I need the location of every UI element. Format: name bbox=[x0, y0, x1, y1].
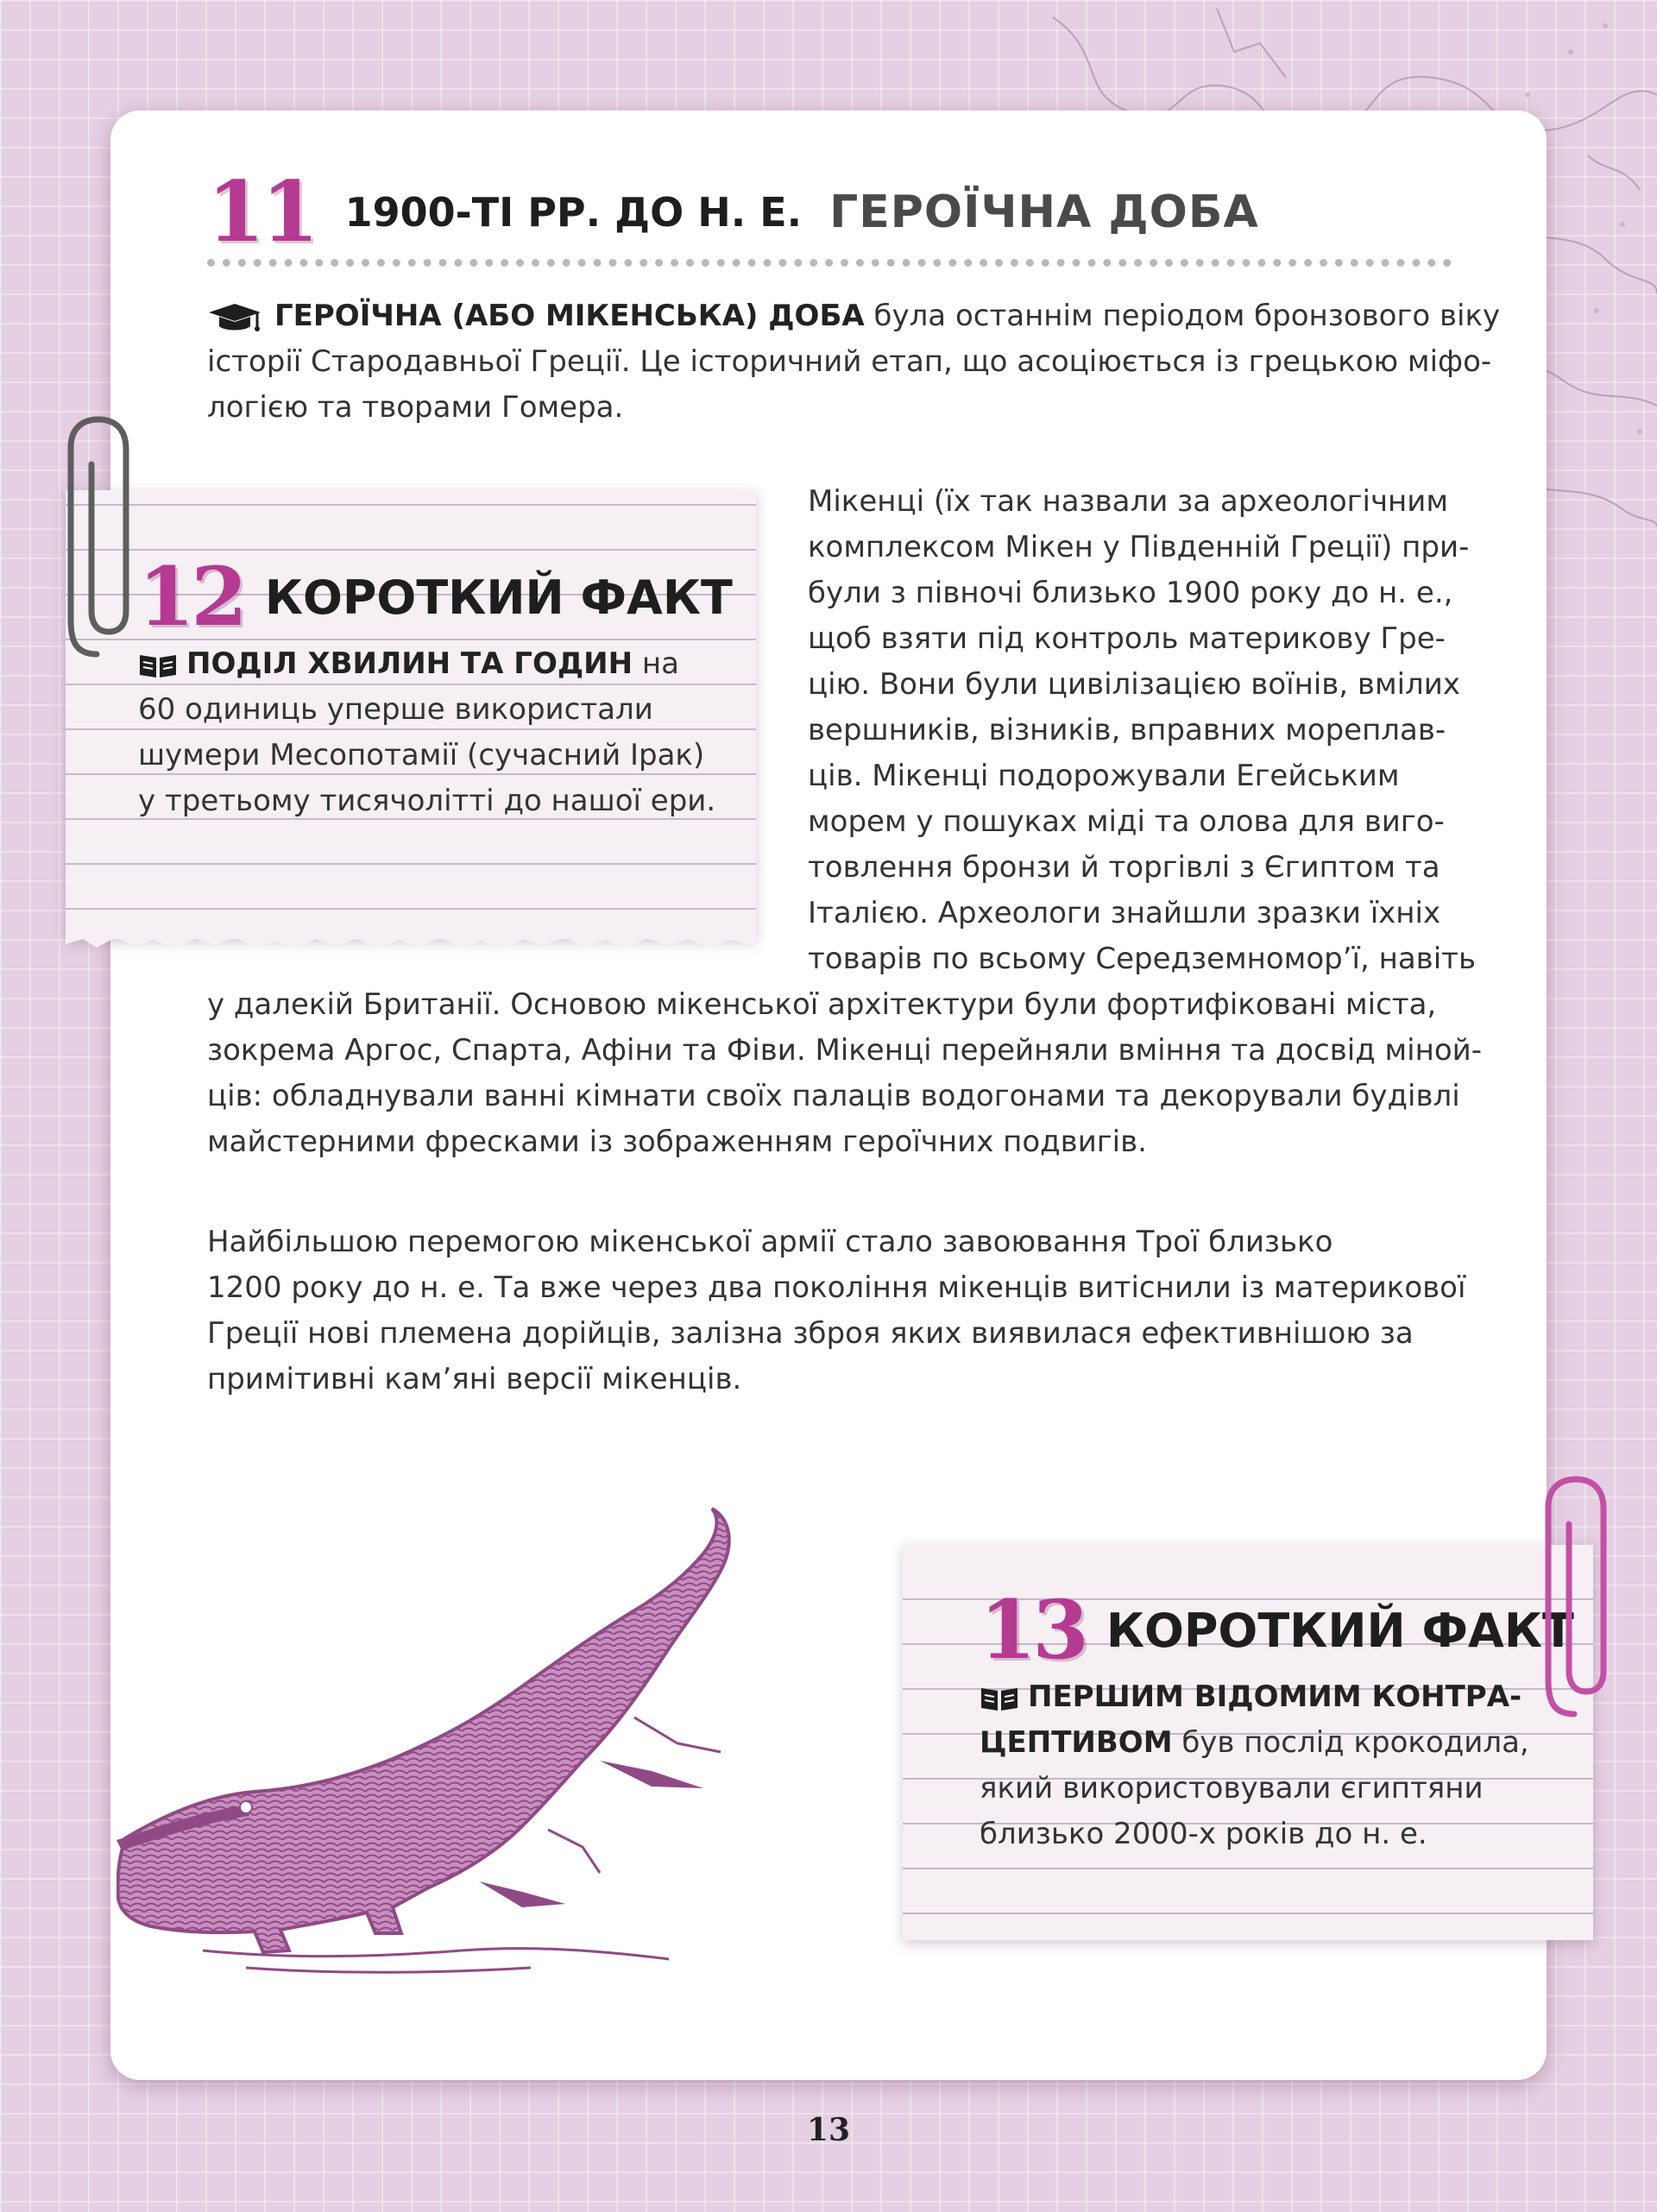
text-line: Італією. Археологи знайшли зразки їхніх bbox=[808, 896, 1441, 930]
book-icon bbox=[138, 652, 178, 679]
fact-title: КОРОТКИЙ ФАКТ bbox=[264, 570, 733, 625]
text-line: у далекій Британії. Основою мікенської архітектури були фортифіковані міста, bbox=[207, 987, 1437, 1022]
graduation-cap-icon bbox=[207, 302, 262, 333]
fact-bold: ПОДІЛ ХВИЛИН ТА ГОДИН bbox=[186, 646, 633, 681]
main-paragraph-full-width bbox=[207, 982, 1483, 1165]
text-line: ців: обладнували ванні кімнати своїх палаців водогонами та декорували будівлі bbox=[207, 1079, 1460, 1113]
fact-12-content bbox=[138, 550, 759, 824]
fact-13-text bbox=[980, 1674, 1601, 1857]
fact-bold: ПЕРШИМ ВІДОМИМ КОНТРА- bbox=[1028, 1679, 1522, 1714]
text-line: морем у пошуках міді та олова для виго- bbox=[808, 804, 1445, 839]
fact-line bbox=[138, 641, 759, 687]
text-line: зокрема Аргос, Спарта, Афіни та Фіви. Мікенці перейняли вміння та досвід міной- bbox=[207, 1033, 1483, 1068]
section-header bbox=[207, 163, 1259, 261]
text-line: примітивні кам’яні версії мікенців. bbox=[207, 1362, 742, 1396]
text-line: цію. Вони були цивілізацією воїнів, вмілих bbox=[808, 667, 1461, 702]
fact-line bbox=[980, 1674, 1601, 1720]
intro-text: була останнім періодом бронзового віку bbox=[864, 299, 1501, 333]
text-line: Найбільшою перемогою мікенської армії стало завоювання Трої близько bbox=[207, 1225, 1333, 1259]
fact-title: КОРОТКИЙ ФАКТ bbox=[1106, 1603, 1574, 1658]
fact-line: 60 одиниць уперше використали bbox=[138, 692, 653, 727]
dotted-divider bbox=[207, 259, 1452, 267]
crocodile-illustration bbox=[117, 1502, 885, 1985]
text-line: 1200 року до н. е. Та вже через два покоління мікенців витіснили із материкової bbox=[207, 1270, 1466, 1305]
intro-line: логією та творами Гомера. bbox=[207, 390, 624, 425]
text-line: ців. Мікенці подорожували Егейським bbox=[808, 759, 1400, 793]
section-title: ГЕРОЇЧНА ДОБА bbox=[829, 186, 1259, 238]
fact-line: який використовували єгиптяни bbox=[980, 1771, 1484, 1806]
fact-12-header bbox=[138, 550, 759, 645]
fact-number: 12 bbox=[138, 550, 244, 645]
fact-line: у третьому тисячолітті до нашої ери. bbox=[138, 784, 716, 818]
text-line: вершників, візників, вправних мореплав- bbox=[808, 713, 1446, 747]
section-date: 1900-ТІ РР. ДО Н. Е. bbox=[344, 189, 803, 236]
text-line: Мікенці (їх так назвали за археологічним bbox=[808, 484, 1449, 519]
intro-line: історії Стародавньої Греції. Це історичний етап, що асоціюється із грецькою міфо- bbox=[207, 344, 1492, 379]
fact-line: шумери Месопотамії (сучасний Ірак) bbox=[138, 738, 705, 772]
text-line: щоб взяти під контроль материкову Гре- bbox=[808, 621, 1446, 656]
text-line: Греції нові племена дорійців, залізна зброя яких виявилася ефективнішою за bbox=[207, 1316, 1414, 1351]
fact-line bbox=[980, 1720, 1601, 1766]
fact-number: 13 bbox=[980, 1583, 1086, 1678]
paperclip-icon bbox=[62, 413, 142, 668]
torn-edge-decoration bbox=[66, 932, 756, 953]
section-number: 11 bbox=[207, 163, 316, 261]
text-line: товарів по всьому Середземномор’ї, навіть bbox=[808, 942, 1476, 976]
intro-paragraph bbox=[207, 293, 1501, 431]
text-line: були з півночі близько 1900 року до н. е., bbox=[808, 576, 1453, 610]
book-icon bbox=[980, 1685, 1019, 1712]
intro-bold-term: ГЕРОЇЧНА (АБО МІКЕНСЬКА) ДОБА bbox=[274, 299, 865, 333]
fact-13-content bbox=[980, 1583, 1601, 1857]
paperclip-icon bbox=[1540, 1472, 1619, 1728]
fact-text: на bbox=[633, 646, 679, 681]
fact-12-text bbox=[138, 641, 759, 824]
fact-bold: ЦЕПТИВОМ bbox=[980, 1725, 1173, 1760]
text-line: товлення бронзи й торгівлі з Єгиптом та bbox=[808, 850, 1440, 885]
fact-line: близько 2000-х років до н. е. bbox=[980, 1817, 1427, 1851]
fact-text: був послід крокодила, bbox=[1172, 1725, 1529, 1760]
intro-line bbox=[207, 293, 1501, 339]
page-number: 13 bbox=[806, 2112, 851, 2148]
fact-13-header bbox=[980, 1583, 1601, 1678]
text-line: майстерними фресками із зображенням героїчних подвигів. bbox=[207, 1125, 1147, 1159]
main-paragraph-right-column bbox=[808, 479, 1476, 982]
text-line: комплексом Мікен у Південній Греції) при- bbox=[808, 530, 1470, 564]
second-paragraph bbox=[207, 1219, 1467, 1402]
